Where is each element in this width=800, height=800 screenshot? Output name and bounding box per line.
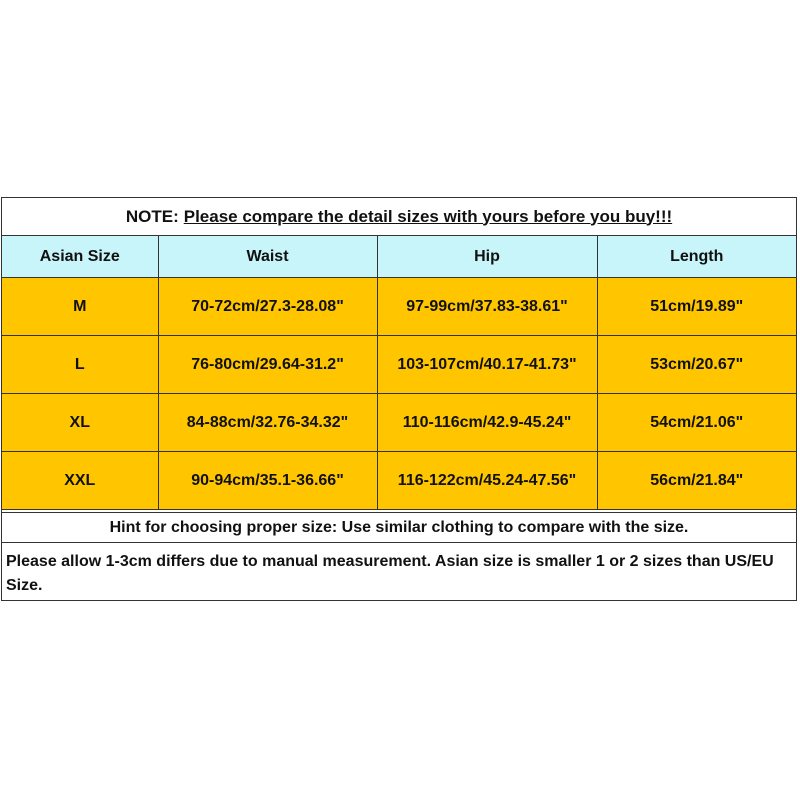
table-row [2, 452, 796, 510]
size-cell: XXL [2, 452, 158, 510]
waist-cell: 70-72cm/27.3-28.08" [158, 278, 377, 336]
header-length: Length [597, 236, 796, 278]
header-hip: Hip [377, 236, 597, 278]
waist-cell: 76-80cm/29.64-31.2" [158, 336, 377, 394]
size-hint: Hint for choosing proper size: Use similar clothing to compare with the size. [2, 512, 796, 543]
size-cell: XL [2, 394, 158, 452]
length-cell: 56cm/21.84" [597, 452, 796, 510]
table-row [2, 278, 796, 336]
table-row [2, 394, 796, 452]
size-table [2, 236, 796, 510]
hip-cell: 97-99cm/37.83-38.61" [377, 278, 597, 336]
measurement-disclaimer: Please allow 1-3cm differs due to manual measurement. Asian size is smaller 1 or 2 sizes than US/EU Size. [6, 553, 774, 594]
waist-cell: 84-88cm/32.76-34.32" [158, 394, 377, 452]
hip-cell: 103-107cm/40.17-41.73" [377, 336, 597, 394]
size-chart [1, 197, 797, 601]
size-cell: L [2, 336, 158, 394]
size-cell: M [2, 278, 158, 336]
length-cell: 53cm/20.67" [597, 336, 796, 394]
note-text: Please compare the detail sizes with yours before you buy!!! [183, 206, 673, 226]
waist-cell: 90-94cm/35.1-36.66" [158, 452, 377, 510]
hip-cell: 116-122cm/45.24-47.56" [377, 452, 597, 510]
length-cell: 54cm/21.06" [597, 394, 796, 452]
table-row [2, 336, 796, 394]
note-label: NOTE: [125, 206, 179, 226]
length-cell: 51cm/19.89" [597, 278, 796, 336]
table-header-row [2, 236, 796, 278]
note-banner [2, 198, 796, 236]
hip-cell: 110-116cm/42.9-45.24" [377, 394, 597, 452]
header-asian-size: Asian Size [2, 236, 158, 278]
header-waist: Waist [158, 236, 377, 278]
